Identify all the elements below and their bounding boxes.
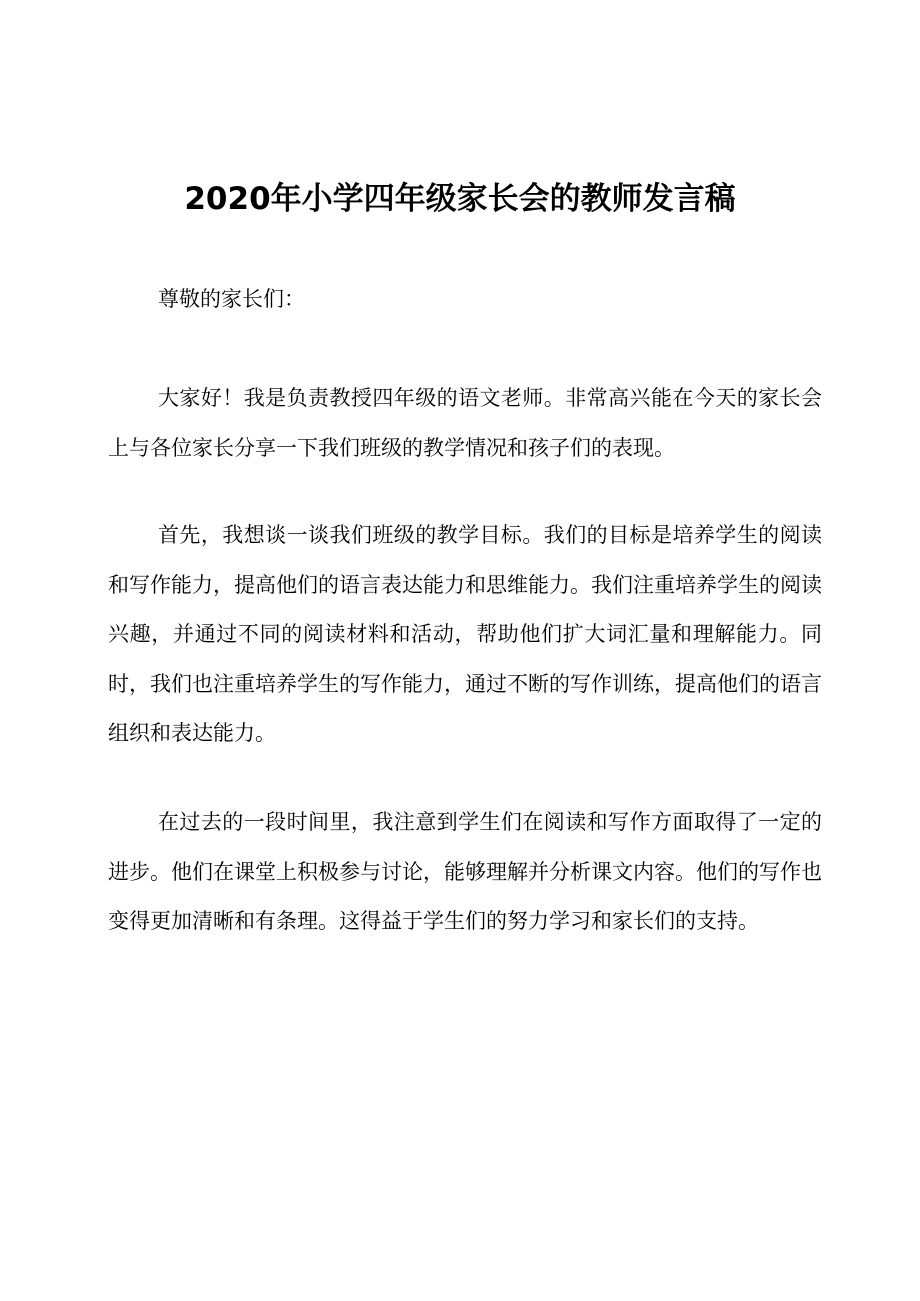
greeting: 尊敬的家长们： bbox=[158, 287, 305, 311]
paragraph-teaching-goals: 首先，我想谈一谈我们班级的教学目标。我们的目标是培养学生的阅读和写作能力，提高他们的语言表达能力和思维能力。我们注重培养学生的阅读兴趣，并通过不同的阅读材料和活动，帮助他们扩大词汇量和理解能力。同时，我们也注重培养学生的写作能力，通过不断的写作训练，提高他们的语言组织和表达能力。 bbox=[108, 523, 822, 746]
document-title: 2020年小学四年级家长会的教师发言稿 bbox=[184, 181, 736, 217]
paragraph-introduction: 大家好！我是负责教授四年级的语文老师。非常高兴能在今天的家长会上与各位家长分享一下我们班级的教学情况和孩子们的表现。 bbox=[108, 386, 822, 460]
paragraph-student-progress: 在过去的一段时间里，我注意到学生们在阅读和写作方面取得了一定的进步。他们在课堂上积极参与讨论，能够理解并分析课文内容。他们的写作也变得更加清晰和有条理。这得益于学生们的努力学习和家长们的支持。 bbox=[108, 810, 822, 934]
